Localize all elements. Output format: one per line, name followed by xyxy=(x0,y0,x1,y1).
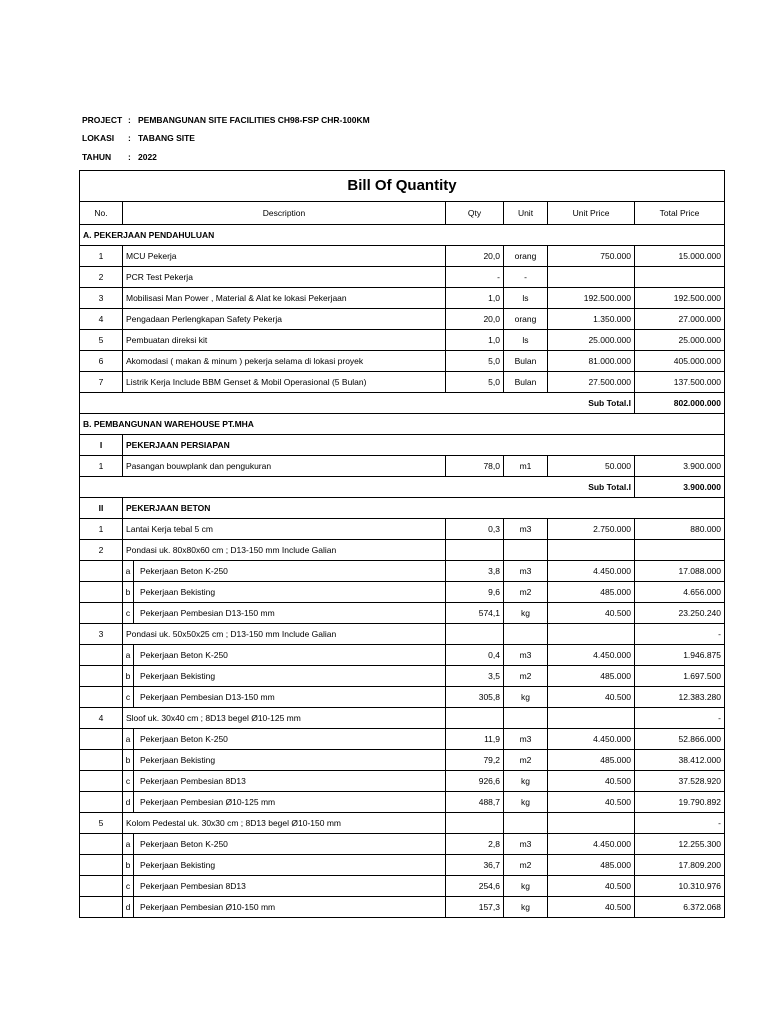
sub-item-letter: d xyxy=(123,792,134,812)
subtotal-value: 802.000.000 xyxy=(635,393,725,414)
sub-item-description xyxy=(123,855,446,876)
section-b-header xyxy=(80,414,725,435)
item-unit-price: 27.500.000 xyxy=(548,372,635,393)
sub-item-no xyxy=(80,645,123,666)
sub-item-qty: 254,6 xyxy=(446,876,504,897)
item-no: 5 xyxy=(80,813,123,834)
item-total-price: 3.900.000 xyxy=(635,456,725,477)
group-ii-header-label: PEKERJAAN BETON xyxy=(123,498,725,519)
lokasi-value: TABANG SITE xyxy=(138,133,195,143)
header-total-price: Total Price xyxy=(635,202,725,225)
sub-item-qty: 3,5 xyxy=(446,666,504,687)
sub-item-letter: c xyxy=(123,876,134,896)
table-row xyxy=(80,456,725,477)
item-qty xyxy=(446,813,504,834)
item-no: 7 xyxy=(80,372,123,393)
sub-item-unit: kg xyxy=(504,792,548,813)
sub-item-total-price: 38.412.000 xyxy=(635,750,725,771)
sub-item-row xyxy=(80,876,725,897)
sub-item-row xyxy=(80,582,725,603)
sub-item-no xyxy=(80,750,123,771)
sub-item-unit-price: 485.000 xyxy=(548,582,635,603)
header-no: No. xyxy=(80,202,123,225)
table-row xyxy=(80,246,725,267)
group-i-header xyxy=(80,435,725,456)
item-no: 1 xyxy=(80,246,123,267)
sub-item-total-price: 1.697.500 xyxy=(635,666,725,687)
sub-item-unit-price: 40.500 xyxy=(548,897,635,918)
table-row xyxy=(80,309,725,330)
sub-item-letter: b xyxy=(123,666,134,686)
sub-item-text: Pekerjaan Pembesian 8D13 xyxy=(140,881,246,891)
item-qty: 0,3 xyxy=(446,519,504,540)
table-row xyxy=(80,519,725,540)
item-qty xyxy=(446,540,504,561)
table-row xyxy=(80,372,725,393)
item-unit-price: 192.500.000 xyxy=(548,288,635,309)
sub-item-description xyxy=(123,687,446,708)
sub-item-row xyxy=(80,645,725,666)
item-total-price: 15.000.000 xyxy=(635,246,725,267)
item-qty: 1,0 xyxy=(446,330,504,351)
sub-item-unit-price: 40.500 xyxy=(548,771,635,792)
table-row xyxy=(80,624,725,645)
sub-item-description xyxy=(123,729,446,750)
sub-item-description xyxy=(123,876,446,897)
sub-item-unit-price: 4.450.000 xyxy=(548,561,635,582)
item-qty: 1,0 xyxy=(446,288,504,309)
sub-item-unit: m2 xyxy=(504,582,548,603)
sub-item-letter: a xyxy=(123,729,134,749)
item-description: Pembuatan direksi kit xyxy=(123,330,446,351)
item-total-price xyxy=(635,267,725,288)
sub-item-description xyxy=(123,771,446,792)
sub-item-no xyxy=(80,792,123,813)
sub-item-text: Pekerjaan Bekisting xyxy=(140,587,216,597)
item-unit-price: 2.750.000 xyxy=(548,519,635,540)
sub-item-unit-price: 40.500 xyxy=(548,876,635,897)
sub-item-text: Pekerjaan Beton K-250 xyxy=(140,839,228,849)
sub-item-text: Pekerjaan Bekisting xyxy=(140,860,216,870)
sub-item-no xyxy=(80,876,123,897)
sub-item-total-price: 12.383.280 xyxy=(635,687,725,708)
subtotal-label: Sub Total.I xyxy=(548,477,635,498)
sub-item-letter: c xyxy=(123,771,134,791)
boq-table xyxy=(79,170,725,918)
item-total-price: - xyxy=(635,813,725,834)
group-i-header-label: PEKERJAAN PERSIAPAN xyxy=(123,435,725,456)
sub-item-unit-price: 40.500 xyxy=(548,792,635,813)
sub-item-unit: m2 xyxy=(504,666,548,687)
item-qty: 20,0 xyxy=(446,246,504,267)
sub-item-qty: 11,9 xyxy=(446,729,504,750)
sub-item-description xyxy=(123,897,446,918)
item-unit: ls xyxy=(504,288,548,309)
sub-item-row xyxy=(80,750,725,771)
project-colon: : xyxy=(128,115,131,125)
sub-item-unit-price: 4.450.000 xyxy=(548,834,635,855)
section-a-header xyxy=(80,225,725,246)
item-unit-price: 1.350.000 xyxy=(548,309,635,330)
sub-item-qty: 926,6 xyxy=(446,771,504,792)
sub-item-no xyxy=(80,855,123,876)
item-qty xyxy=(446,624,504,645)
sub-item-no xyxy=(80,687,123,708)
item-description: Akomodasi ( makan & minum ) pekerja selama di lokasi proyek xyxy=(123,351,446,372)
subtotal-label: Sub Total.I xyxy=(548,393,635,414)
item-no: 3 xyxy=(80,288,123,309)
item-description: Pondasi uk. 80x80x60 cm ; D13-150 mm Include Galian xyxy=(123,540,446,561)
item-description: Lantai Kerja tebal 5 cm xyxy=(123,519,446,540)
table-row xyxy=(80,330,725,351)
section-a-header-label: A. PEKERJAAN PENDAHULUAN xyxy=(80,225,725,246)
sub-item-total-price: 52.866.000 xyxy=(635,729,725,750)
sub-item-letter: d xyxy=(123,897,134,917)
item-total-price xyxy=(635,540,725,561)
item-description: Pasangan bouwplank dan pengukuran xyxy=(123,456,446,477)
item-unit-price: 81.000.000 xyxy=(548,351,635,372)
item-unit xyxy=(504,540,548,561)
subtotal-row xyxy=(80,393,725,414)
sub-item-row xyxy=(80,666,725,687)
sub-item-row xyxy=(80,561,725,582)
sub-item-total-price: 4.656.000 xyxy=(635,582,725,603)
sub-item-row xyxy=(80,729,725,750)
sub-item-text: Pekerjaan Pembesian Ø10-150 mm xyxy=(140,902,276,912)
sub-item-no xyxy=(80,834,123,855)
tahun-value: 2022 xyxy=(138,152,157,162)
sub-item-unit: kg xyxy=(504,771,548,792)
sub-item-total-price: 1.946.875 xyxy=(635,645,725,666)
sub-item-total-price: 17.809.200 xyxy=(635,855,725,876)
sub-item-unit-price: 40.500 xyxy=(548,603,635,624)
sub-item-unit-price: 4.450.000 xyxy=(548,645,635,666)
item-description: PCR Test Pekerja xyxy=(123,267,446,288)
sub-item-description xyxy=(123,834,446,855)
item-unit xyxy=(504,624,548,645)
item-unit-price xyxy=(548,540,635,561)
sub-item-text: Pekerjaan Bekisting xyxy=(140,671,216,681)
sub-item-description xyxy=(123,792,446,813)
item-description: Sloof uk. 30x40 cm ; 8D13 begel Ø10-125 mm xyxy=(123,708,446,729)
sub-item-text: Pekerjaan Beton K-250 xyxy=(140,650,228,660)
sub-item-qty: 157,3 xyxy=(446,897,504,918)
sub-item-unit-price: 485.000 xyxy=(548,666,635,687)
item-unit: ls xyxy=(504,330,548,351)
lokasi-colon: : xyxy=(128,133,131,143)
sub-item-no xyxy=(80,729,123,750)
group-i-header-no: I xyxy=(80,435,123,456)
tahun-colon: : xyxy=(128,152,131,162)
item-qty: 5,0 xyxy=(446,351,504,372)
item-unit: m3 xyxy=(504,519,548,540)
item-no: 4 xyxy=(80,708,123,729)
item-total-price: - xyxy=(635,624,725,645)
sub-item-total-price: 6.372.068 xyxy=(635,897,725,918)
sub-item-letter: b xyxy=(123,750,134,770)
sub-item-qty: 3,8 xyxy=(446,561,504,582)
item-total-price: 25.000.000 xyxy=(635,330,725,351)
sub-item-total-price: 23.250.240 xyxy=(635,603,725,624)
sub-item-qty: 488,7 xyxy=(446,792,504,813)
sub-item-unit: m2 xyxy=(504,750,548,771)
sub-item-description xyxy=(123,582,446,603)
item-unit: Bulan xyxy=(504,372,548,393)
sub-item-unit: kg xyxy=(504,876,548,897)
item-description: Pengadaan Perlengkapan Safety Pekerja xyxy=(123,309,446,330)
sub-item-row xyxy=(80,687,725,708)
item-total-price: 192.500.000 xyxy=(635,288,725,309)
sub-item-no xyxy=(80,603,123,624)
item-unit-price xyxy=(548,708,635,729)
item-unit-price: 25.000.000 xyxy=(548,330,635,351)
tahun-label: TAHUN xyxy=(82,152,112,162)
sub-item-unit-price: 485.000 xyxy=(548,750,635,771)
item-description: Kolom Pedestal uk. 30x30 cm ; 8D13 begel Ø10-150 mm xyxy=(123,813,446,834)
sub-item-no xyxy=(80,897,123,918)
sub-item-no xyxy=(80,582,123,603)
item-no: 5 xyxy=(80,330,123,351)
sub-item-letter: a xyxy=(123,561,134,581)
sub-item-description xyxy=(123,603,446,624)
subtotal-value: 3.900.000 xyxy=(635,477,725,498)
subtotal-blank xyxy=(80,477,548,498)
sub-item-unit-price: 485.000 xyxy=(548,855,635,876)
sub-item-total-price: 12.255.300 xyxy=(635,834,725,855)
item-qty xyxy=(446,708,504,729)
item-description: Listrik Kerja Include BBM Genset & Mobil Operasional (5 Bulan) xyxy=(123,372,446,393)
sub-item-letter: c xyxy=(123,603,134,623)
sub-item-text: Pekerjaan Pembesian D13-150 mm xyxy=(140,608,275,618)
sub-item-unit: m3 xyxy=(504,645,548,666)
sub-item-qty: 36,7 xyxy=(446,855,504,876)
item-qty: 78,0 xyxy=(446,456,504,477)
sub-item-row xyxy=(80,897,725,918)
item-total-price: 880.000 xyxy=(635,519,725,540)
table-row xyxy=(80,288,725,309)
sub-item-qty: 79,2 xyxy=(446,750,504,771)
group-ii-header xyxy=(80,498,725,519)
section-b-header-label: B. PEMBANGUNAN WAREHOUSE PT.MHA xyxy=(80,414,725,435)
sub-item-unit: m3 xyxy=(504,729,548,750)
item-description: Mobilisasi Man Power , Material & Alat ke lokasi Pekerjaan xyxy=(123,288,446,309)
sub-item-unit-price: 40.500 xyxy=(548,687,635,708)
page-title: Bill Of Quantity xyxy=(80,171,725,202)
item-description: MCU Pekerja xyxy=(123,246,446,267)
sub-item-description xyxy=(123,666,446,687)
sub-item-letter: a xyxy=(123,834,134,854)
table-row xyxy=(80,708,725,729)
sub-item-qty: 2,8 xyxy=(446,834,504,855)
sub-item-total-price: 17.088.000 xyxy=(635,561,725,582)
item-unit xyxy=(504,708,548,729)
sub-item-row xyxy=(80,855,725,876)
sub-item-text: Pekerjaan Pembesian Ø10-125 mm xyxy=(140,797,276,807)
sub-item-total-price: 19.790.892 xyxy=(635,792,725,813)
table-row xyxy=(80,540,725,561)
sub-item-unit: m3 xyxy=(504,834,548,855)
sub-item-letter: b xyxy=(123,582,134,602)
sub-item-text: Pekerjaan Beton K-250 xyxy=(140,566,228,576)
item-total-price: 27.000.000 xyxy=(635,309,725,330)
header-qty: Qty xyxy=(446,202,504,225)
item-no: 3 xyxy=(80,624,123,645)
sub-item-text: Pekerjaan Bekisting xyxy=(140,755,216,765)
item-unit: orang xyxy=(504,246,548,267)
sub-item-description xyxy=(123,561,446,582)
header-description: Description xyxy=(123,202,446,225)
sub-item-text: Pekerjaan Pembesian 8D13 xyxy=(140,776,246,786)
item-qty: - xyxy=(446,267,504,288)
item-no: 4 xyxy=(80,309,123,330)
sub-item-qty: 9,6 xyxy=(446,582,504,603)
sub-item-unit: m3 xyxy=(504,561,548,582)
item-qty: 5,0 xyxy=(446,372,504,393)
sub-item-no xyxy=(80,771,123,792)
header-unit-price: Unit Price xyxy=(548,202,635,225)
sub-item-total-price: 37.528.920 xyxy=(635,771,725,792)
sub-item-qty: 0,4 xyxy=(446,645,504,666)
sub-item-total-price: 10.310.976 xyxy=(635,876,725,897)
header-unit: Unit xyxy=(504,202,548,225)
item-unit-price xyxy=(548,624,635,645)
sub-item-text: Pekerjaan Beton K-250 xyxy=(140,734,228,744)
item-total-price: 137.500.000 xyxy=(635,372,725,393)
sub-item-letter: a xyxy=(123,645,134,665)
item-unit: m1 xyxy=(504,456,548,477)
group-ii-header-no: II xyxy=(80,498,123,519)
table-row xyxy=(80,813,725,834)
item-unit-price: 50.000 xyxy=(548,456,635,477)
sub-item-text: Pekerjaan Pembesian D13-150 mm xyxy=(140,692,275,702)
sub-item-no xyxy=(80,561,123,582)
project-label: PROJECT xyxy=(82,115,123,125)
project-value: PEMBANGUNAN SITE FACILITIES CH98-FSP CHR-100KM xyxy=(138,115,370,125)
item-unit: - xyxy=(504,267,548,288)
table-row xyxy=(80,351,725,372)
sub-item-unit: kg xyxy=(504,687,548,708)
sub-item-unit: kg xyxy=(504,603,548,624)
sub-item-unit-price: 4.450.000 xyxy=(548,729,635,750)
sub-item-qty: 305,8 xyxy=(446,687,504,708)
item-description: Pondasi uk. 50x50x25 cm ; D13-150 mm Include Galian xyxy=(123,624,446,645)
sub-item-row xyxy=(80,771,725,792)
item-no: 1 xyxy=(80,456,123,477)
sub-item-letter: c xyxy=(123,687,134,707)
table-row xyxy=(80,267,725,288)
item-total-price: 405.000.000 xyxy=(635,351,725,372)
sub-item-row xyxy=(80,603,725,624)
sub-item-unit: m2 xyxy=(504,855,548,876)
lokasi-label: LOKASI xyxy=(82,133,115,143)
item-unit xyxy=(504,813,548,834)
sub-item-unit: kg xyxy=(504,897,548,918)
table-header xyxy=(80,202,725,225)
subtotal-row xyxy=(80,477,725,498)
item-no: 6 xyxy=(80,351,123,372)
item-no: 2 xyxy=(80,540,123,561)
sub-item-row xyxy=(80,834,725,855)
item-total-price: - xyxy=(635,708,725,729)
item-unit: orang xyxy=(504,309,548,330)
sub-item-letter: b xyxy=(123,855,134,875)
item-unit-price xyxy=(548,813,635,834)
item-unit: Bulan xyxy=(504,351,548,372)
item-qty: 20,0 xyxy=(446,309,504,330)
sub-item-no xyxy=(80,666,123,687)
item-no: 2 xyxy=(80,267,123,288)
sub-item-qty: 574,1 xyxy=(446,603,504,624)
subtotal-blank xyxy=(80,393,548,414)
item-unit-price xyxy=(548,267,635,288)
sub-item-row xyxy=(80,792,725,813)
item-no: 1 xyxy=(80,519,123,540)
sub-item-description xyxy=(123,750,446,771)
sub-item-description xyxy=(123,645,446,666)
item-unit-price: 750.000 xyxy=(548,246,635,267)
